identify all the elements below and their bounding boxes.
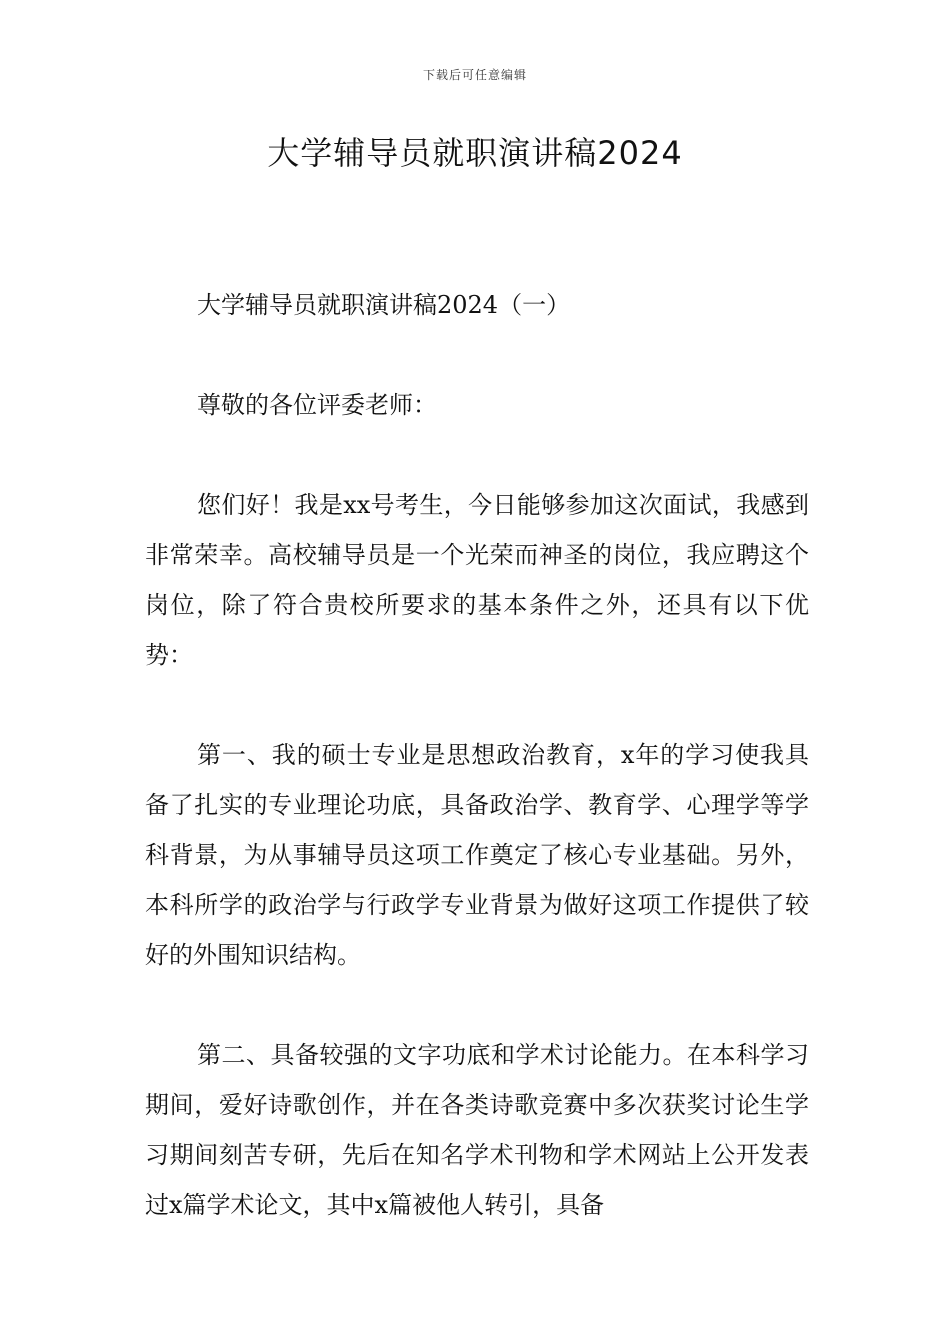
paragraph-intro: 您们好！我是xx号考生，今日能够参加这次面试，我感到非常荣幸。高校辅导员是一个光荣而神圣的岗位，我应聘这个岗位，除了符合贵校所要求的基本条件之外，还具有以下优势：	[145, 491, 809, 669]
page-header-note: 下载后可任意编辑	[422, 68, 527, 82]
document-title: 大学辅导员就职演讲稿2024	[267, 134, 683, 172]
paragraph-subtitle: 大学辅导员就职演讲稿2024（一）	[197, 291, 571, 319]
paragraph-salutation: 尊敬的各位评委老师：	[197, 391, 437, 419]
document-body	[145, 280, 809, 1280]
paragraph-point-one: 第一、我的硕士专业是思想政治教育，x年的学习使我具备了扎实的专业理论功底，具备政治学、教育学、心理学等学科背景，为从事辅导员这项工作奠定了核心专业基础。另外，本科所学的政治学与行政学专业背景为做好这项工作提供了较好的外围知识结构。	[145, 741, 809, 969]
paragraph-point-two: 第二、具备较强的文字功底和学术讨论能力。在本科学习期间，爱好诗歌创作，并在各类诗歌竞赛中多次获奖讨论生学习期间刻苦专研，先后在知名学术刊物和学术网站上公开发表过x篇学术论文，其中x篇被他人转引，具备	[145, 1041, 809, 1219]
